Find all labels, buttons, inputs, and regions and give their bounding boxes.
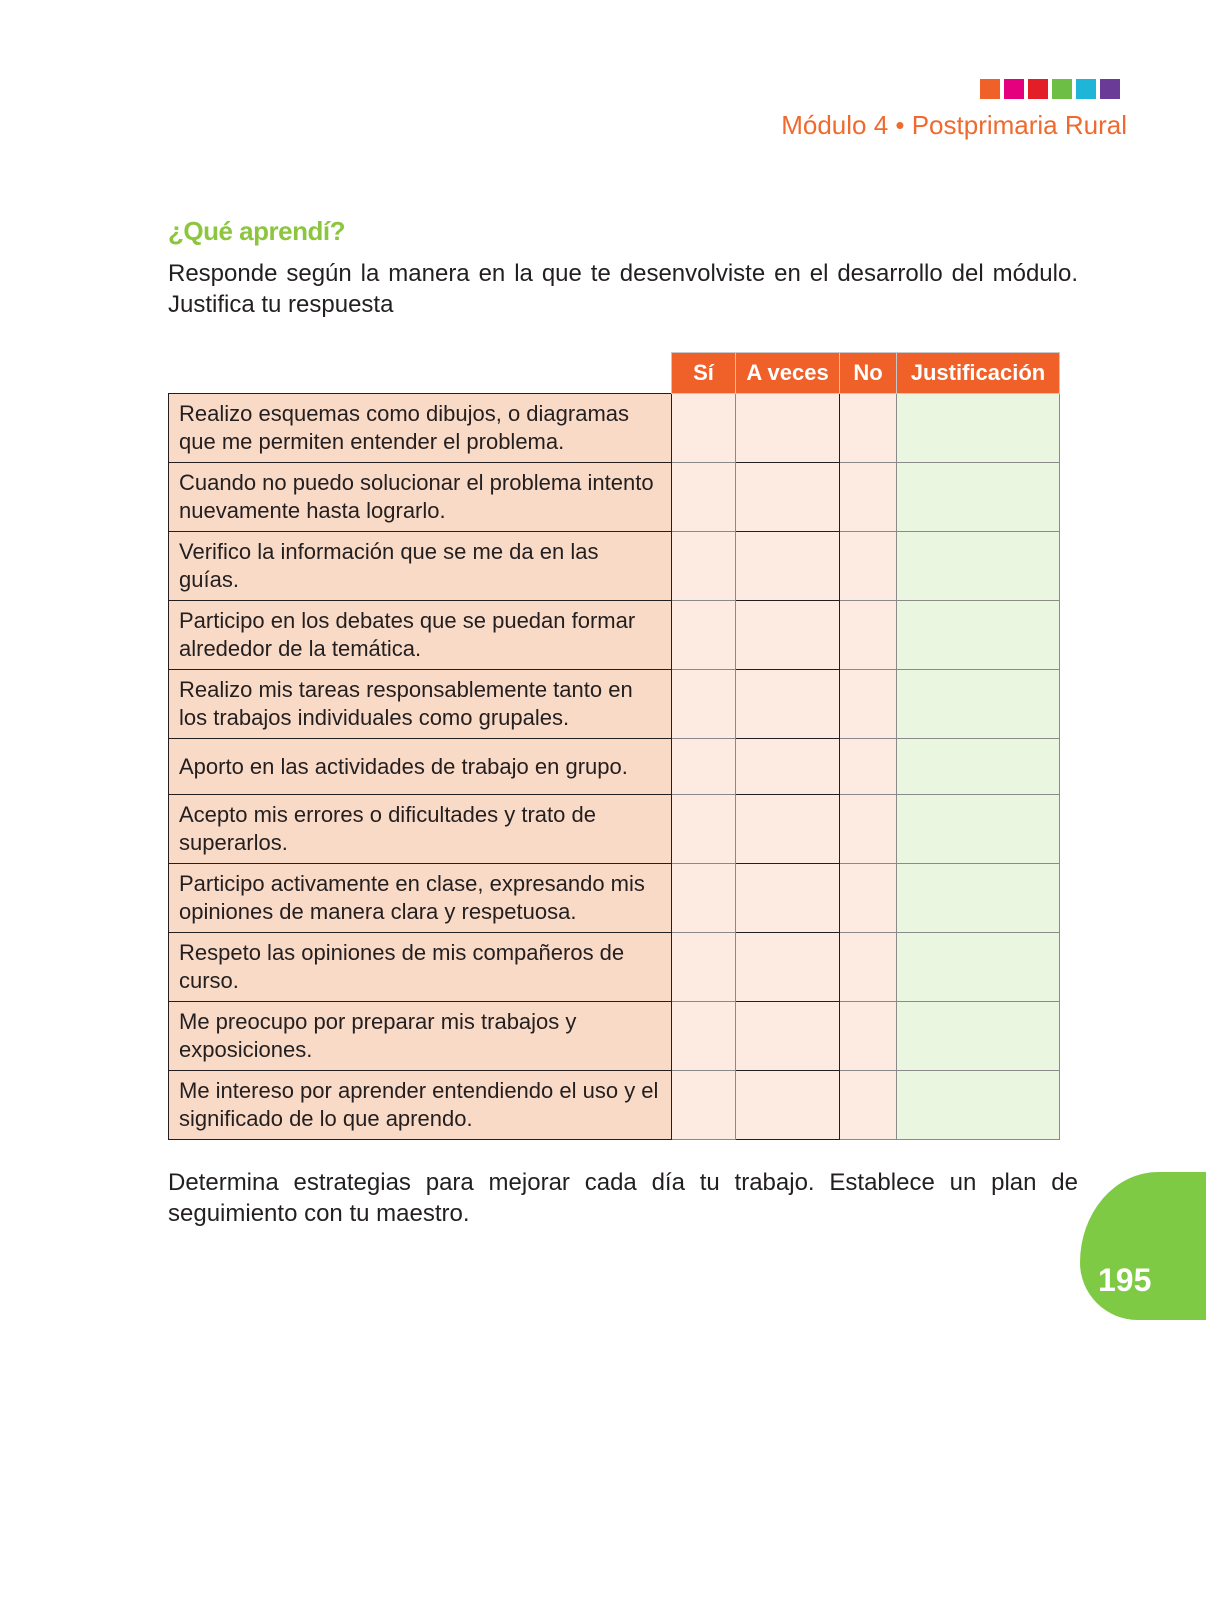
- justificacion-cell[interactable]: [897, 601, 1060, 670]
- a-veces-cell[interactable]: [736, 1002, 840, 1071]
- color-square-cyan: [1076, 79, 1096, 99]
- si-cell[interactable]: [672, 795, 736, 864]
- statement-cell: Participo activamente en clase, expresando mis opiniones de manera clara y respetuosa.: [169, 864, 672, 933]
- no-cell[interactable]: [840, 394, 897, 463]
- color-square-purple: [1100, 79, 1120, 99]
- si-cell[interactable]: [672, 1071, 736, 1140]
- si-cell[interactable]: [672, 463, 736, 532]
- no-cell[interactable]: [840, 739, 897, 795]
- table-header-row: [169, 353, 1060, 394]
- justificacion-cell[interactable]: [897, 1071, 1060, 1140]
- module-header: Módulo 4 • Postprimaria Rural: [781, 110, 1127, 140]
- si-cell[interactable]: [672, 1002, 736, 1071]
- header-blank-cell: [169, 353, 672, 394]
- section-title: ¿Qué aprendí?: [168, 216, 345, 246]
- justificacion-cell[interactable]: [897, 739, 1060, 795]
- a-veces-cell[interactable]: [736, 795, 840, 864]
- a-veces-cell[interactable]: [736, 933, 840, 1002]
- statement-cell: Cuando no puedo solucionar el problema intento nuevamente hasta lograrlo.: [169, 463, 672, 532]
- si-cell[interactable]: [672, 532, 736, 601]
- si-cell[interactable]: [672, 601, 736, 670]
- a-veces-cell[interactable]: [736, 532, 840, 601]
- statement-cell: Realizo esquemas como dibujos, o diagramas que me permiten entender el problema.: [169, 394, 672, 463]
- no-cell[interactable]: [840, 1002, 897, 1071]
- justificacion-cell[interactable]: [897, 670, 1060, 739]
- si-cell[interactable]: [672, 394, 736, 463]
- instructions-text: Responde según la manera en la que te desenvolviste en el desarrollo del módulo. Justifica tu respuesta: [168, 260, 1078, 318]
- justificacion-cell[interactable]: [897, 394, 1060, 463]
- justificacion-cell[interactable]: [897, 532, 1060, 601]
- table-row: [169, 532, 1060, 601]
- si-cell[interactable]: [672, 864, 736, 933]
- justificacion-cell[interactable]: [897, 933, 1060, 1002]
- si-cell[interactable]: [672, 933, 736, 1002]
- statement-cell: Realizo mis tareas responsablemente tanto en los trabajos individuales como grupales.: [169, 670, 672, 739]
- closing-text: Determina estrategias para mejorar cada día tu trabajo. Establece un plan de seguimiento con tu maestro.: [168, 1169, 1078, 1227]
- table-row: [169, 394, 1060, 463]
- table-row: [169, 933, 1060, 1002]
- si-cell[interactable]: [672, 739, 736, 795]
- no-cell[interactable]: [840, 933, 897, 1002]
- statement-cell: Me intereso por aprender entendiendo el uso y el significado de lo que aprendo.: [169, 1071, 672, 1140]
- a-veces-cell[interactable]: [736, 670, 840, 739]
- a-veces-cell[interactable]: [736, 864, 840, 933]
- no-cell[interactable]: [840, 864, 897, 933]
- header-no: No: [840, 353, 897, 394]
- statement-cell: Me preocupo por preparar mis trabajos y exposiciones.: [169, 1002, 672, 1071]
- module-color-bar: [980, 79, 1120, 99]
- no-cell[interactable]: [840, 1071, 897, 1140]
- statement-cell: Participo en los debates que se puedan formar alrededor de la temática.: [169, 601, 672, 670]
- table-row: [169, 463, 1060, 532]
- statement-cell: Verifico la información que se me da en las guías.: [169, 532, 672, 601]
- header-justificacion: Justificación: [897, 353, 1060, 394]
- header-a-veces: A veces: [736, 353, 840, 394]
- color-square-magenta: [1004, 79, 1024, 99]
- no-cell[interactable]: [840, 463, 897, 532]
- page-number: 195: [1098, 1262, 1152, 1298]
- justificacion-cell[interactable]: [897, 1002, 1060, 1071]
- no-cell[interactable]: [840, 601, 897, 670]
- statement-cell: Respeto las opiniones de mis compañeros de curso.: [169, 933, 672, 1002]
- justificacion-cell[interactable]: [897, 463, 1060, 532]
- statement-cell: Aporto en las actividades de trabajo en grupo.: [169, 739, 672, 795]
- table-row: [169, 864, 1060, 933]
- no-cell[interactable]: [840, 532, 897, 601]
- table-row: [169, 739, 1060, 795]
- no-cell[interactable]: [840, 795, 897, 864]
- a-veces-cell[interactable]: [736, 463, 840, 532]
- table-row: [169, 795, 1060, 864]
- color-square-red: [1028, 79, 1048, 99]
- statement-cell: Acepto mis errores o dificultades y trato de superarlos.: [169, 795, 672, 864]
- table-row: [169, 1002, 1060, 1071]
- a-veces-cell[interactable]: [736, 739, 840, 795]
- header-si: Sí: [672, 353, 736, 394]
- justificacion-cell[interactable]: [897, 864, 1060, 933]
- self-assessment-table: [168, 352, 1060, 1140]
- table-row: [169, 1071, 1060, 1140]
- a-veces-cell[interactable]: [736, 601, 840, 670]
- si-cell[interactable]: [672, 670, 736, 739]
- table-row: [169, 601, 1060, 670]
- color-square-green: [1052, 79, 1072, 99]
- table-row: [169, 670, 1060, 739]
- a-veces-cell[interactable]: [736, 394, 840, 463]
- no-cell[interactable]: [840, 670, 897, 739]
- justificacion-cell[interactable]: [897, 795, 1060, 864]
- a-veces-cell[interactable]: [736, 1071, 840, 1140]
- color-square-orange: [980, 79, 1000, 99]
